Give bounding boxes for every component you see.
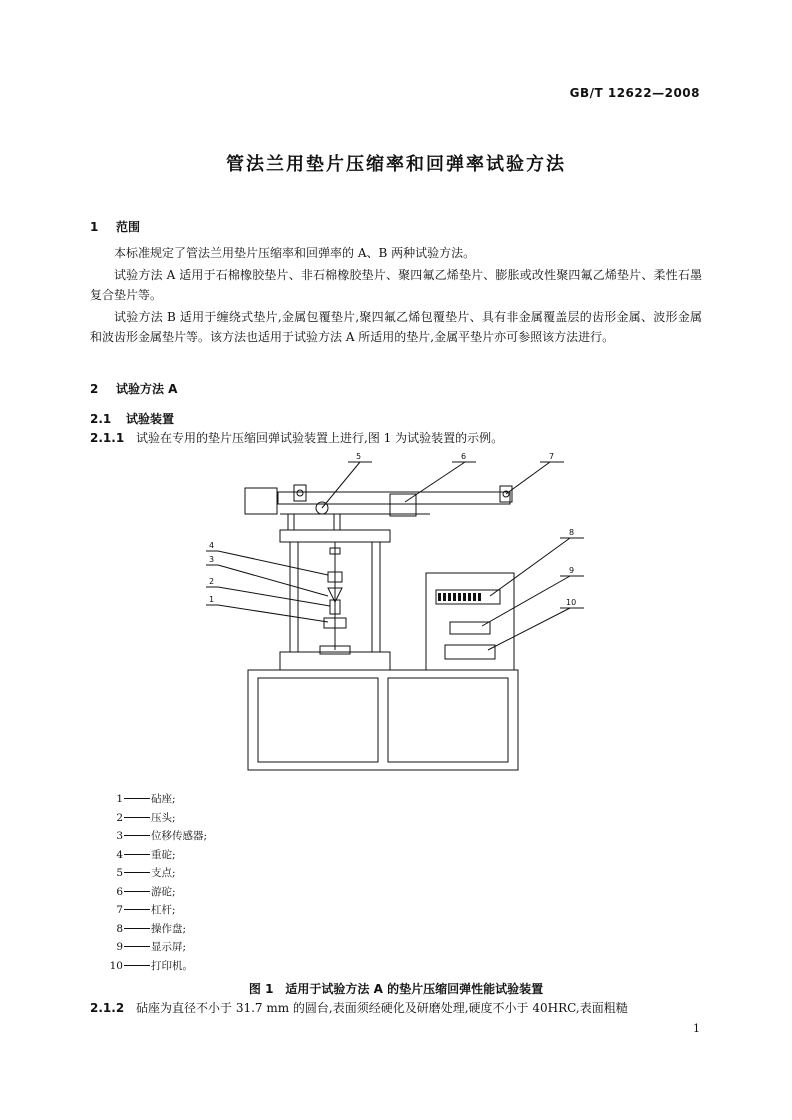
- paragraph-2-1-1: [90, 428, 702, 448]
- legend-number: 2: [116, 811, 123, 824]
- panel-key: [458, 593, 461, 601]
- leader-1: [218, 605, 328, 622]
- callout-6: 6: [461, 452, 467, 461]
- page-number: 1: [693, 1022, 700, 1035]
- section-2-1-heading: [90, 410, 174, 427]
- legend-item: [105, 864, 207, 883]
- legend-item: [105, 920, 207, 939]
- callout-4: 4: [209, 541, 215, 550]
- paragraph-2-1-2: [90, 998, 702, 1018]
- display-screen: [450, 622, 490, 634]
- callout-10: 10: [566, 598, 577, 607]
- legend-dash: [124, 846, 150, 855]
- legend-item: [105, 901, 207, 920]
- document-title: 管法兰用垫片压缩率和回弹率试验方法: [226, 154, 566, 175]
- legend-number: 3: [116, 830, 123, 842]
- base-plate: [280, 652, 390, 670]
- legend-text: 游砣;: [151, 885, 176, 898]
- panel-key: [463, 593, 466, 601]
- figure-legend: [105, 790, 207, 975]
- beam-hanger-right: [334, 514, 340, 530]
- legend-item: [105, 846, 207, 865]
- paragraph-scope-1: 本标准规定了管法兰用垫片压缩率和回弹率的 A、B 两种试验方法。: [114, 246, 476, 260]
- leader-7: [506, 462, 550, 494]
- legend-dash: [124, 920, 150, 929]
- leader-5: [322, 462, 360, 508]
- cabinet-door-left: [258, 678, 378, 762]
- legend-item: [105, 938, 207, 957]
- legend-dash: [124, 864, 150, 873]
- legend-text: 砧座;: [151, 793, 176, 805]
- legend-text: 显示屏;: [151, 941, 187, 953]
- legend-dash: [124, 901, 150, 910]
- top-crossbar: [280, 530, 390, 542]
- legend-dash: [124, 827, 150, 836]
- legend-item: [105, 883, 207, 902]
- legend-dash: [124, 938, 150, 947]
- panel-key: [443, 593, 446, 601]
- panel-key: [448, 593, 451, 601]
- legend-number: 8: [116, 922, 123, 935]
- paragraph-scope-2: 试验方法 A 适用于石棉橡胶垫片、非石棉橡胶垫片、聚四氟乙烯垫片、膨胀或改性聚四氟乙烯垫片、柔性石墨复合垫片等。: [90, 268, 702, 302]
- clause-number: 2.1.2: [90, 1001, 125, 1015]
- callout-7: 7: [549, 452, 555, 461]
- leader-9: [482, 576, 570, 626]
- column-left: [290, 542, 298, 652]
- section-number: 2: [90, 382, 99, 396]
- leader-3: [218, 565, 328, 596]
- pivot-bracket: [294, 485, 306, 501]
- paragraph-scope-3: 试验方法 B 适用于缠绕式垫片,金属包覆垫片,聚四氟乙烯包覆垫片、具有非金属覆盖层的齿形金属、波形金属和波齿形金属垫片等。该方法也适用于试验方法 A 所适用的垫片,金属平垫片亦可参照该方法进行。: [90, 310, 702, 344]
- legend-number: 7: [116, 904, 123, 916]
- clause-text: 试验在专用的垫片压缩回弹试验装置上进行,图 1 为试验装置的示例。: [136, 431, 504, 445]
- panel-key: [468, 593, 471, 601]
- legend-dash: [124, 883, 150, 892]
- section-number: 1: [90, 220, 99, 234]
- legend-item: [105, 827, 207, 846]
- test-apparatus-diagram: [200, 450, 577, 780]
- legend-dash: [124, 790, 150, 799]
- heavy-weight: [245, 488, 277, 514]
- section-title: 试验装置: [126, 412, 175, 426]
- clause-number: 2.1.1: [90, 431, 125, 445]
- section-1-heading: [90, 218, 140, 235]
- beam-hanger-left: [288, 514, 294, 530]
- leader-10: [488, 608, 570, 650]
- callout-8: 8: [569, 528, 575, 537]
- clause-text: 砧座为直径不小于 31.7 mm 的圆台,表面须经硬化及研磨处理,硬度不小于 40HRC,表面粗糙: [136, 1001, 628, 1015]
- panel-key: [473, 593, 476, 601]
- leader-4: [218, 551, 328, 575]
- panel-key: [478, 593, 481, 601]
- legend-text: 操作盘;: [151, 922, 187, 935]
- cabinet: [248, 670, 518, 770]
- legend-dash: [124, 957, 150, 966]
- leader-2: [218, 587, 330, 606]
- legend-text: 打印机。: [151, 959, 193, 972]
- legend-text: 压头;: [151, 811, 176, 824]
- panel-key: [438, 593, 441, 601]
- legend-number: 1: [116, 793, 123, 805]
- callout-5: 5: [356, 452, 362, 461]
- section-title: 试验方法 A: [116, 382, 178, 396]
- legend-number: 10: [109, 959, 123, 972]
- figure-caption: 图 1 适用于试验方法 A 的垫片压缩回弹性能试验装置: [248, 982, 544, 996]
- legend-item: [105, 790, 207, 809]
- cabinet-door-right: [388, 678, 508, 762]
- callout-3: 3: [209, 555, 215, 564]
- legend-text: 杠杆;: [151, 904, 176, 916]
- callout-2: 2: [209, 577, 215, 586]
- printer: [445, 645, 495, 659]
- leader-8: [490, 538, 570, 596]
- panel-key: [453, 593, 456, 601]
- legend-number: 9: [116, 941, 123, 953]
- leader-6: [405, 462, 465, 502]
- pivot-pin: [297, 490, 303, 496]
- section-2-heading: [90, 380, 177, 397]
- legend-text: 支点;: [151, 867, 176, 879]
- callout-1: 1: [209, 595, 215, 604]
- standard-code: GB/T 12622—2008: [569, 86, 700, 100]
- legend-item: [105, 957, 207, 976]
- legend-text: 重砣;: [151, 848, 176, 861]
- legend-number: 4: [116, 848, 123, 861]
- legend-number: 5: [116, 867, 123, 879]
- legend-dash: [124, 809, 150, 818]
- legend-number: 6: [116, 885, 123, 898]
- legend-text: 位移传感器;: [151, 830, 208, 842]
- callout-9: 9: [569, 566, 575, 575]
- column-right: [372, 542, 380, 652]
- section-title: 范围: [116, 220, 141, 234]
- legend-item: [105, 809, 207, 828]
- section-number: 2.1: [90, 412, 112, 426]
